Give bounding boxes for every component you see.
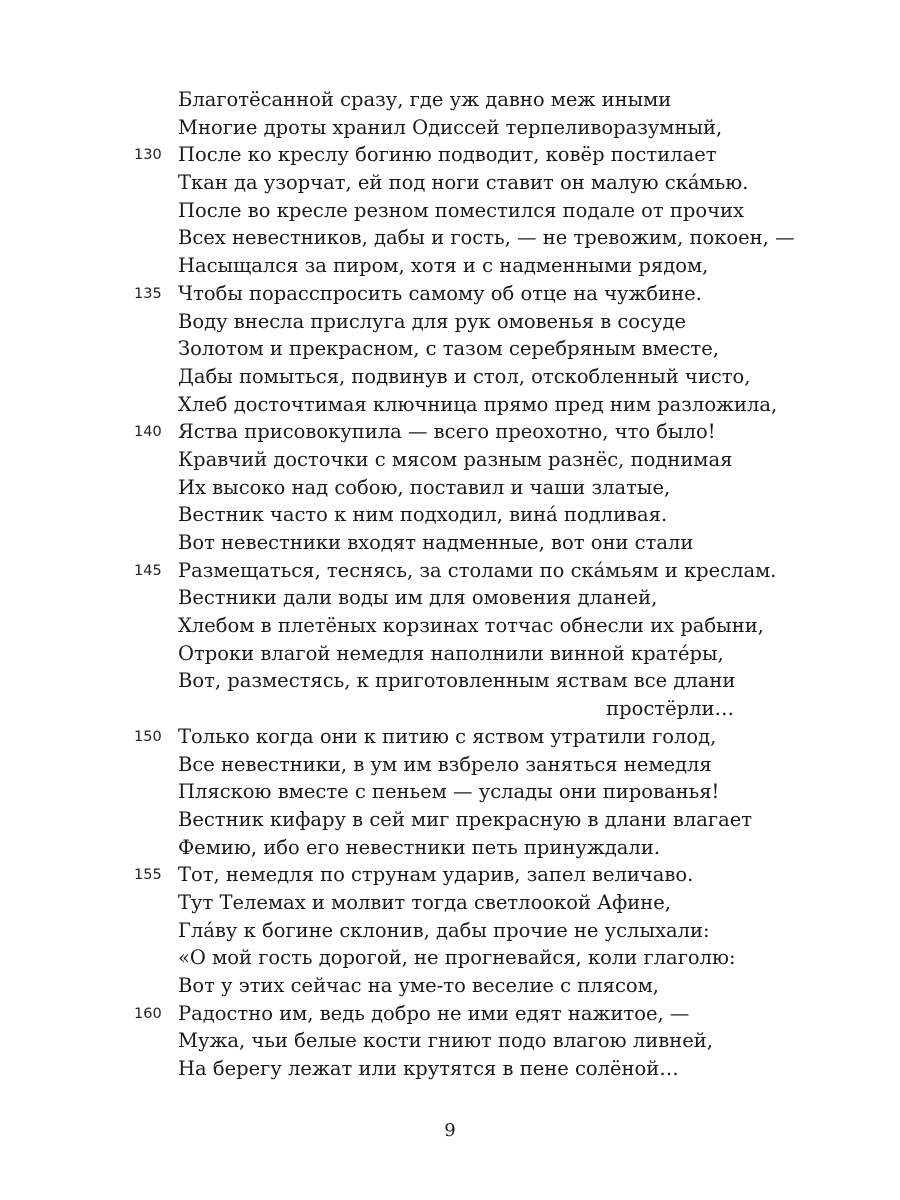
line-number: 140 <box>134 424 162 441</box>
verse-line <box>0 751 900 779</box>
verse-line <box>0 363 900 391</box>
verse-line <box>0 280 900 308</box>
verse-line <box>0 252 900 280</box>
verse-line <box>0 557 900 585</box>
verse-line <box>0 1027 900 1055</box>
verse-line-text: Пляскою вместе с пеньем — услады они пированья! <box>178 780 720 804</box>
verse-line-text: После во кресле резном поместился подале от прочих <box>178 198 745 222</box>
verse-line-text: Их высоко над собою, поставил и чаши златые, <box>178 475 671 499</box>
verse-line-text: Мужа, чьи белые кости гниют подо влагою ливней, <box>178 1029 713 1053</box>
verse-line-text: Только когда они к питию с яством утратили голод, <box>178 724 717 748</box>
verse-line <box>0 584 900 612</box>
verse-line-text: Ткан да узорчат, ей под ноги ставит он малую ска́мью. <box>178 171 749 195</box>
verse-line <box>0 723 900 751</box>
verse-line <box>0 972 900 1000</box>
page-number: 9 <box>444 1120 456 1141</box>
line-number: 155 <box>134 867 162 884</box>
verse-line <box>0 1000 900 1028</box>
verse-line-text: Благотёсанной сразу, где уж давно меж иными <box>178 88 672 111</box>
verse-line-text: «О мой гость дорогой, не прогневайся, коли глаголю: <box>178 946 736 970</box>
verse-line <box>0 944 900 972</box>
verse-line <box>0 418 900 446</box>
verse-line-text: Хлебом в плетёных корзинах тотчас обнесли их рабыни, <box>178 614 764 638</box>
verse-line <box>0 391 900 419</box>
verse-line <box>0 224 900 252</box>
verse-line-text: Дабы помыться, подвинув и стол, отскобленный чисто, <box>178 364 751 388</box>
verse-line-text: Вот у этих сейчас на уме-то веселие с плясом, <box>178 974 659 997</box>
verse-line-continuation <box>0 695 900 723</box>
line-number: 145 <box>134 562 162 579</box>
verse-line-text: Вестник часто к ним подходил, вина́ подливая. <box>178 503 668 527</box>
verse-line-text: Тут Телемах и молвит тогда светлоокой Афине, <box>178 890 671 914</box>
poem-text <box>0 86 900 1083</box>
verse-line-text: Все невестники, в ум им взбрело заняться немедля <box>178 752 712 776</box>
verse-line-text: Многие дроты хранил Одиссей терпеливоразумный, <box>178 115 723 139</box>
verse-line <box>0 197 900 225</box>
verse-line <box>0 114 900 142</box>
verse-line <box>0 640 900 668</box>
verse-line-text: Всех невестников, дабы и гость, — не тревожим, покоен, — <box>178 226 795 250</box>
verse-line-text: Гла́ву к богине склонив, дабы прочие не услыхали: <box>178 918 710 942</box>
line-number: 150 <box>134 728 162 745</box>
verse-line <box>0 141 900 169</box>
verse-line <box>0 308 900 336</box>
verse-line-text: Воду внесла прислуга для рук омовенья в сосуде <box>178 309 686 333</box>
verse-line <box>0 667 900 695</box>
verse-line-text: После ко креслу богиню подводит, ковёр постилает <box>178 143 717 167</box>
verse-line-text: Радостно им, ведь добро не ими едят нажитое, — <box>178 1001 690 1025</box>
verse-line-text: Вестники дали воды им для омовения дланей, <box>178 586 658 610</box>
verse-line <box>0 778 900 806</box>
verse-line <box>0 169 900 197</box>
verse-line-text: Насыщался за пиром, хотя и с надменными рядом, <box>178 254 709 278</box>
verse-line <box>0 612 900 640</box>
verse-line-text: Чтобы порасспросить самому об отце на чужбине. <box>178 281 702 305</box>
line-number: 160 <box>134 1005 162 1022</box>
verse-line <box>0 806 900 834</box>
verse-line-text: Фемию, ибо его невестники петь принуждали. <box>178 835 661 859</box>
verse-line-text: Тот, немедля по струнам ударив, запел величаво. <box>178 863 694 887</box>
verse-line <box>0 446 900 474</box>
verse-line-text: Золотом и прекрасном, с тазом серебряным вместе, <box>178 337 719 361</box>
verse-line-text: Вот невестники входят надменные, вот они стали <box>178 531 694 554</box>
verse-line-text: На берегу лежат или крутятся в пене солёной… <box>178 1057 679 1081</box>
verse-line-text: Вестник кифару в сей миг прекрасную в длани влагает <box>178 807 753 831</box>
verse-line <box>0 917 900 945</box>
verse-line <box>0 335 900 363</box>
verse-line <box>0 1055 900 1083</box>
verse-line <box>0 861 900 889</box>
verse-line-text: Отроки влагой немедля наполнили винной крате́ры, <box>178 641 724 665</box>
verse-line-text: Размещаться, теснясь, за столами по ска́мьям и креслам. <box>178 558 777 582</box>
verse-line-text: Яства присовокупила — всего преохотно, что было! <box>178 420 716 444</box>
verse-line-text: Вот, разместясь, к приготовленным яствам все длани <box>178 669 736 693</box>
verse-line <box>0 834 900 862</box>
verse-line <box>0 529 900 557</box>
verse-line-text: Хлеб досточтимая ключница прямо пред ним разложила, <box>178 392 778 416</box>
verse-line-text: Кравчий досточки с мясом разным разнёс, поднимая <box>178 447 733 471</box>
verse-line <box>0 474 900 502</box>
verse-line <box>0 889 900 917</box>
verse-line <box>0 86 900 114</box>
verse-line <box>0 501 900 529</box>
verse-line-text: простёрли… <box>606 697 734 721</box>
line-number: 130 <box>134 147 162 164</box>
line-number: 135 <box>134 285 162 302</box>
